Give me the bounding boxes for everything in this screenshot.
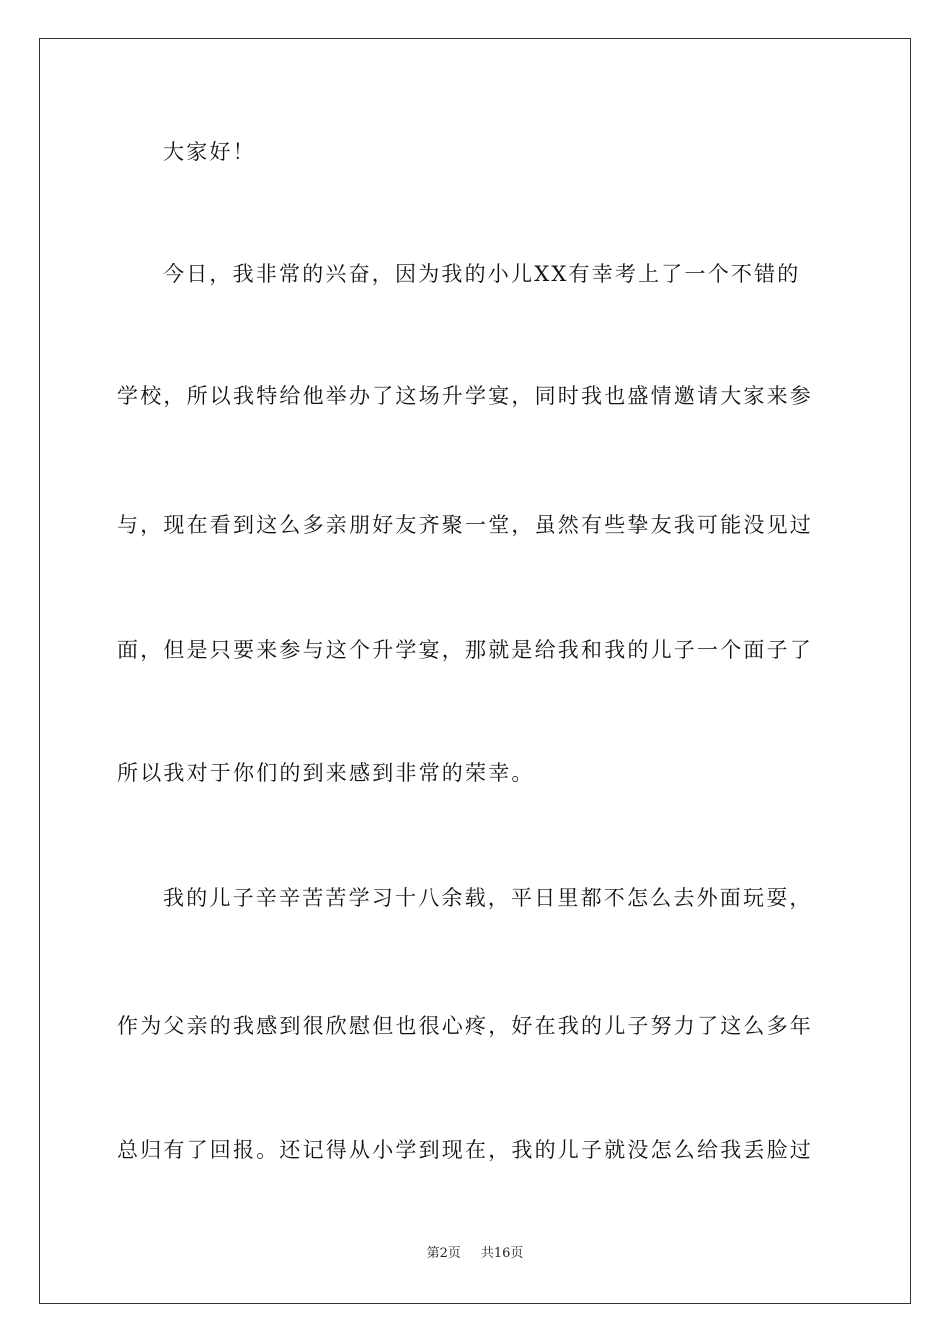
page-number: 第2页: [426, 1246, 461, 1261]
greeting-line: 大家好！: [163, 140, 256, 164]
paragraph-line: 与，现在看到这么多亲朋好友齐聚一堂，虽然有些挚友我可能没见过: [117, 513, 813, 537]
paragraph-line: 所以我对于你们的到来感到非常的荣幸。: [117, 761, 535, 785]
paragraph-line: 我的儿子辛辛苦苦学习十八余载，平日里都不怎么去外面玩耍，: [163, 886, 813, 910]
paragraph-line: 总归有了回报。还记得从小学到现在，我的儿子就没怎么给我丢脸过: [117, 1138, 813, 1162]
page-total: 共16页: [480, 1246, 524, 1261]
paragraph-line: 面，但是只要来参与这个升学宴，那就是给我和我的儿子一个面子了: [117, 638, 813, 662]
page-border: [39, 38, 911, 1304]
paragraph-line: 作为父亲的我感到很欣慰但也很心疼，好在我的儿子努力了这么多年: [117, 1014, 813, 1038]
paragraph-line: 今日，我非常的兴奋，因为我的小儿XX有幸考上了一个不错的: [163, 262, 801, 286]
page-footer: [0, 1245, 950, 1263]
paragraph-line: 学校，所以我特给他举办了这场升学宴，同时我也盛情邀请大家来参: [117, 384, 813, 408]
